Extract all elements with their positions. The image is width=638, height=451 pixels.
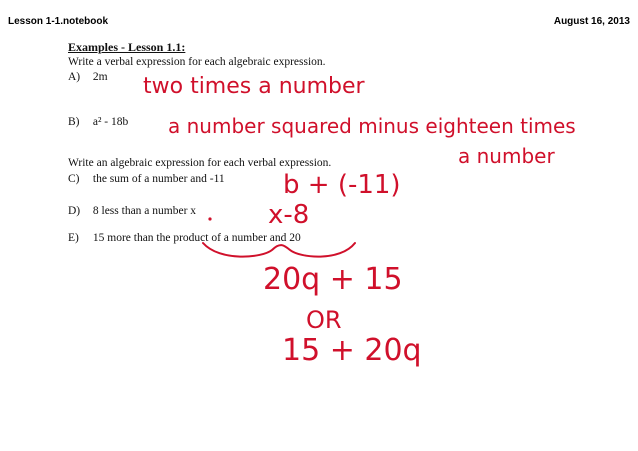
handwritten-answer-e-second: 15 + 20q	[282, 333, 422, 368]
handwritten-answer-a: two times a number	[143, 74, 365, 99]
handwritten-answer-c: b + (-11)	[283, 170, 401, 200]
handwritten-answer-b-line1: a number squared minus eighteen times	[168, 114, 576, 138]
handwritten-answer-d: x-8	[268, 200, 310, 230]
handwritten-or: OR	[306, 306, 342, 334]
notebook-file-name: Lesson 1-1.notebook	[8, 16, 109, 27]
instruction-algebraic: Write an algebraic expression for each verbal expression.	[68, 157, 332, 169]
notebook-date: August 16, 2013	[553, 16, 630, 27]
ink-dot	[208, 217, 211, 220]
problem-e-label: E)	[68, 232, 79, 244]
page-title: Examples - Lesson 1.1:	[68, 40, 186, 54]
handwritten-answer-e-first: 20q + 15	[263, 262, 403, 297]
problem-c-text: the sum of a number and -11	[92, 173, 225, 185]
ink-underbrace	[203, 243, 355, 257]
problem-d-label: D)	[68, 205, 81, 217]
problem-c-label: C)	[68, 173, 80, 185]
problem-d-text: 8 less than a number x	[92, 205, 197, 217]
instruction-verbal: Write a verbal expression for each algebraic expression.	[68, 56, 326, 68]
handwritten-answer-b-line2: a number	[458, 144, 555, 168]
problem-b-label: B)	[68, 116, 80, 128]
problem-b-text: a² - 18b	[92, 116, 129, 128]
problem-a-label: A)	[68, 71, 81, 83]
problem-e-text: 15 more than the product of a number and 20	[92, 232, 301, 244]
problem-a-text: 2m	[92, 71, 108, 83]
